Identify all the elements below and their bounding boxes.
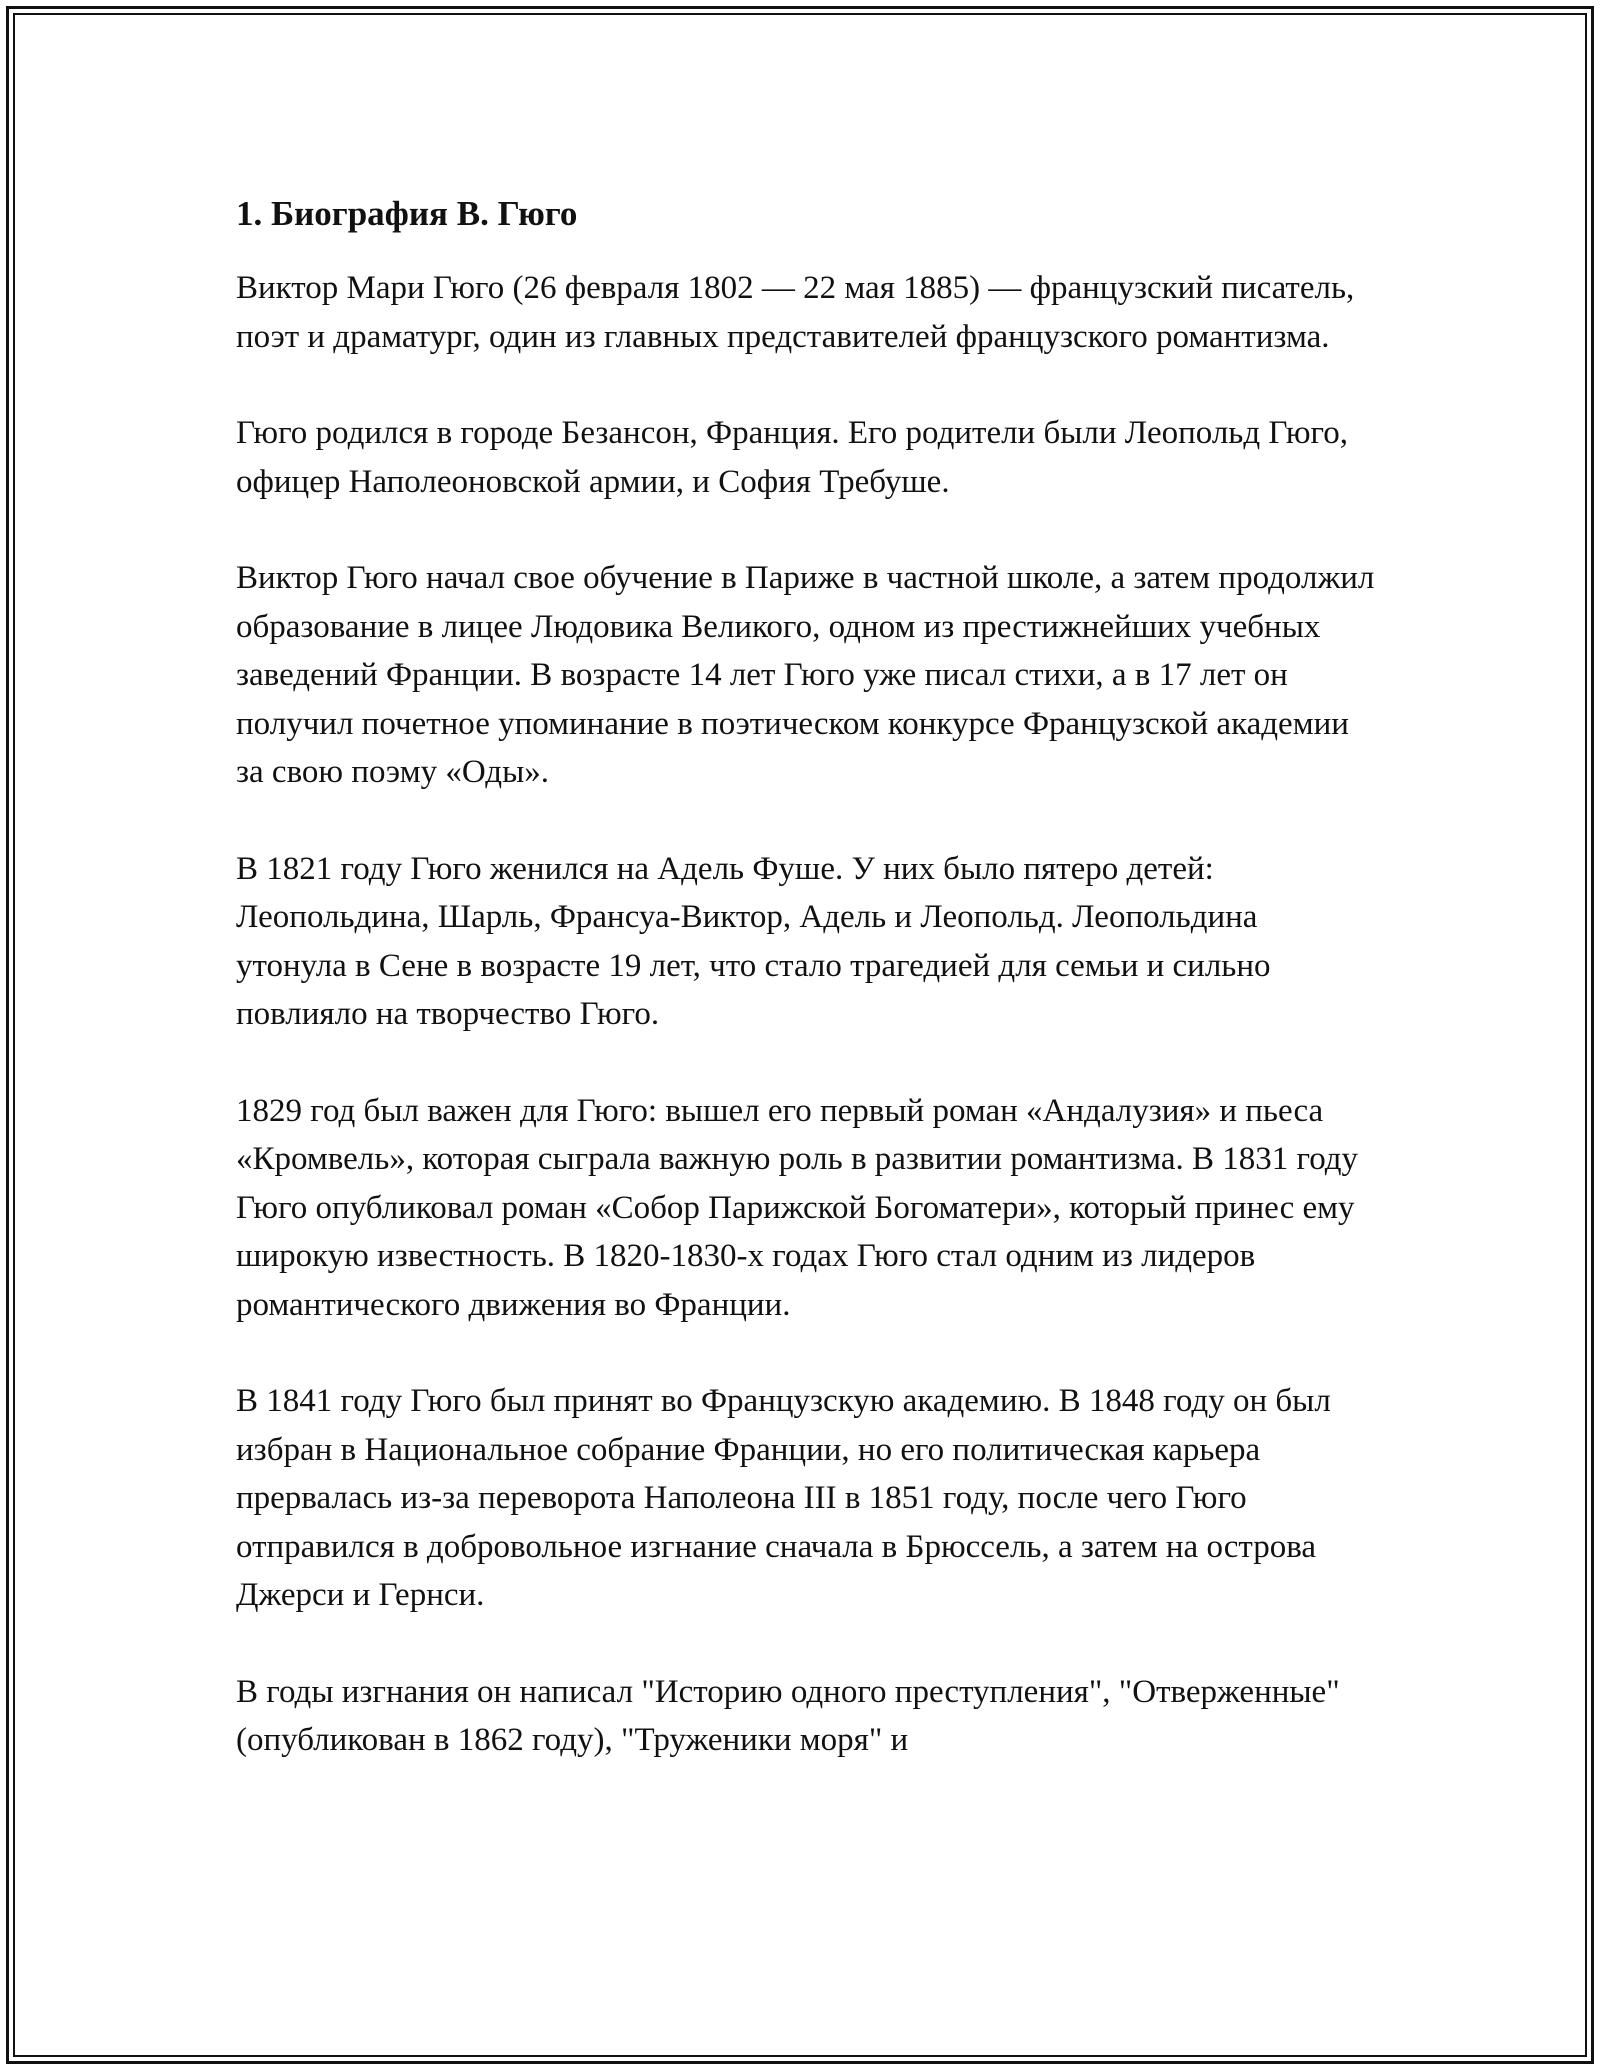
paragraph-works-1829: 1829 год был важен для Гюго: вышел его первый роман «Андалузия» и пьеса «Кромвель», которая сыграла важную роль в развитии романтизма. В 1831 году Гюго опубликовал роман «Собор Парижской Богоматери», который принес ему широкую известность. В 1820-1830-х годах Гюго стал одним из лидеров романтического движения во Франции. [236,1092,1359,1323]
paragraph-education: Виктор Гюго начал свое обучение в Париже в частной школе, а затем продолжил образование в лицее Людовика Великого, одном из престижнейших учебных заведений Франции. В возрасте 14 лет Гюго уже писал стихи, а в 17 лет он получил почетное упоминание в поэтическом конкурсе Французской академии за свою поэму «Оды». [236,560,1375,790]
paragraph-intro: Виктор Мари Гюго (26 февраля 1802 — 22 мая 1885) — французский писатель, поэт и драматург, один из главных представителей французского романтизма. [236,270,1355,355]
paragraph-exile: В годы изгнания он написал "Историю одного преступления", "Отверженные" (опубликован в 1862 году), "Труженики моря" и [236,1673,1340,1758]
document-body [236,190,1376,1813]
paragraph-birth: Гюго родился в городе Безансон, Франция. Его родители были Леопольд Гюго, офицер Наполеоновской армии, и София Требуше. [236,415,1348,500]
paragraph-family: В 1821 году Гюго женился на Адель Фуше. У них было пятеро детей: Леопольдина, Шарль, Франсуа-Виктор, Адель и Леопольд. Леопольдина утонула в Сене в возрасте 19 лет, что стало трагедией для семьи и сильно повлияло на творчество Гюго. [236,850,1271,1032]
section-heading: 1. Биография В. Гюго [236,194,578,233]
paragraph-academy-politics: В 1841 году Гюго был принят во Французскую академию. В 1848 году он был избран в Национальное собрание Франции, но его политическая карьера прервалась из-за переворота Наполеона III в 1851 году, после чего Гюго отправился в добровольное изгнание сначала в Брюссель, а затем на острова Джерси и Гернси. [236,1383,1331,1613]
